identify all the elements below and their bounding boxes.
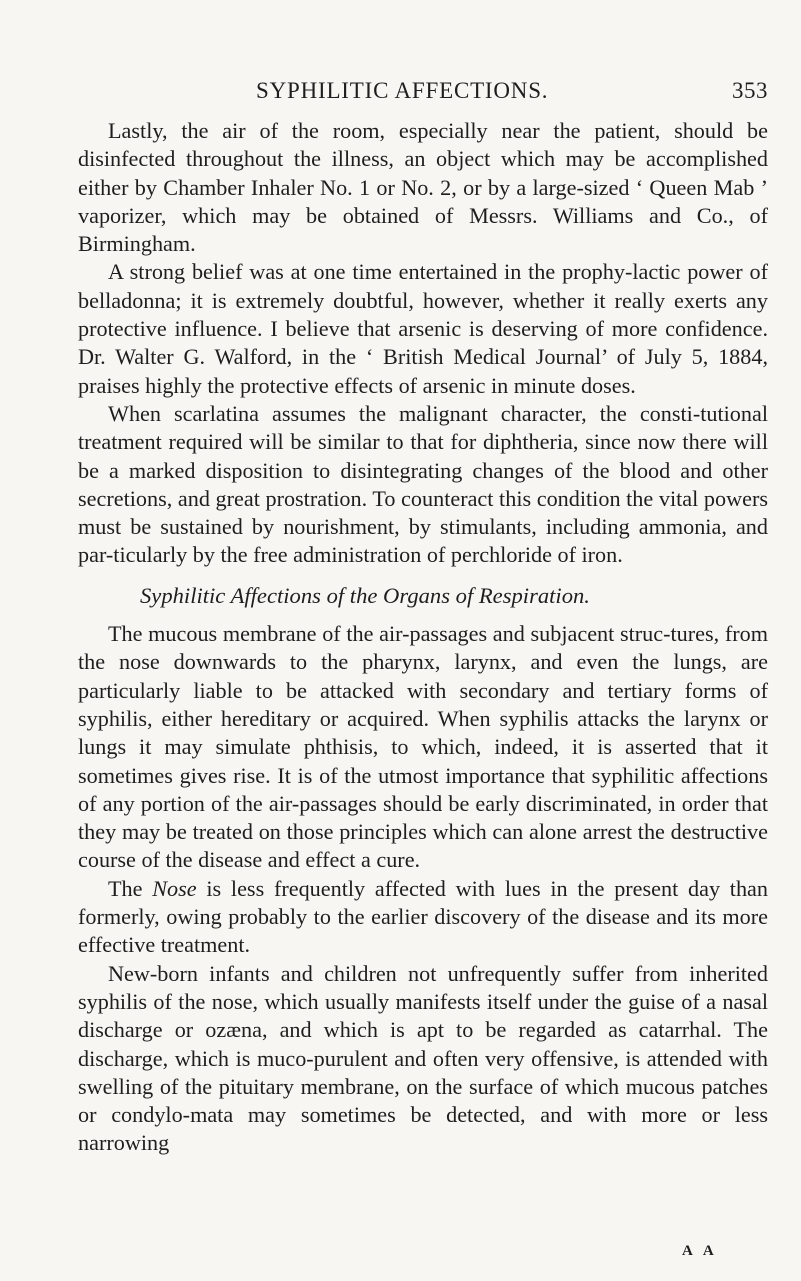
nose-rest: is less frequently affected with lues in the present day than formerly, owing probably to the earlier discovery of the disease and its more effective treatment. (78, 875, 769, 958)
running-head (78, 78, 768, 108)
page-number: 353 (732, 78, 768, 103)
paragraph-malignant-scarlatina: When scarlatina assumes the malignant character, the consti-tutional treatment required will be similar to that for diphtheria, since now there will be a marked disposition to disintegrating changes of the blood and other secretions, and great prostration. To counteract this condition the vital powers must be sustained by nourishment, by stimulants, including ammonia, and par-ticularly by the free administration of perchloride of iron. (78, 400, 768, 568)
paragraph-belladonna-arsenic: A strong belief was at one time entertained in the prophy-lactic power of belladonna; it is extremely doubtful, however, whether it really exerts any protective influence. I believe that arsenic is deserving of more confidence. Dr. Walter G. Walford, in the ‘ British Medical Journal’ of July 5, 1884, praises highly the protective effects of arsenic in minute doses. (78, 259, 768, 398)
paragraph-nose (78, 875, 768, 960)
nose-term: Nose (152, 875, 197, 901)
paragraph-newborn-infants: New-born infants and children not unfrequently suffer from inherited syphilis of the nose, which usually manifests itself under the guise of a nasal discharge or ozæna, and which is apt to be regarded as catarrhal. The discharge, which is muco-purulent and often very offensive, is attended with swelling of the pituitary membrane, on the surface of which mucous patches or condylo-mata may sometimes be detected, and with more or less narrowing (78, 960, 768, 1156)
body-text (78, 117, 768, 1158)
running-title: SYPHILITIC AFFECTIONS. (256, 78, 549, 103)
section-heading: Syphilitic Affections of the Organs of Respiration. (140, 582, 590, 608)
paragraph-air-disinfection: Lastly, the air of the room, especially near the patient, should be disinfected throughout the illness, an object which may be accomplished either by Chamber Inhaler No. 1 or No. 2, or by a large-sized ‘ Queen Mab ’ vaporizer, which may be obtained of Messrs. Williams and Co., of Birmingham. (78, 118, 768, 257)
nose-lead: The (108, 875, 143, 901)
paragraph-air-passages: The mucous membrane of the air-passages and subjacent struc-tures, from the nose downwards to the pharynx, larynx, and even the lungs, are particularly liable to be attacked with secondary and tertiary forms of syphilis, either hereditary or acquired. When syphilis attacks the larynx or lungs it may simulate phthisis, to which, indeed, it is asserted that it sometimes gives rise. It is of the utmost importance that syphilitic affections of any portion of the air-passages should be early discriminated, in order that they may be treated on those principles which can alone arrest the destructive course of the disease and effect a cure. (78, 621, 768, 873)
signature-mark: A A (682, 1243, 718, 1259)
